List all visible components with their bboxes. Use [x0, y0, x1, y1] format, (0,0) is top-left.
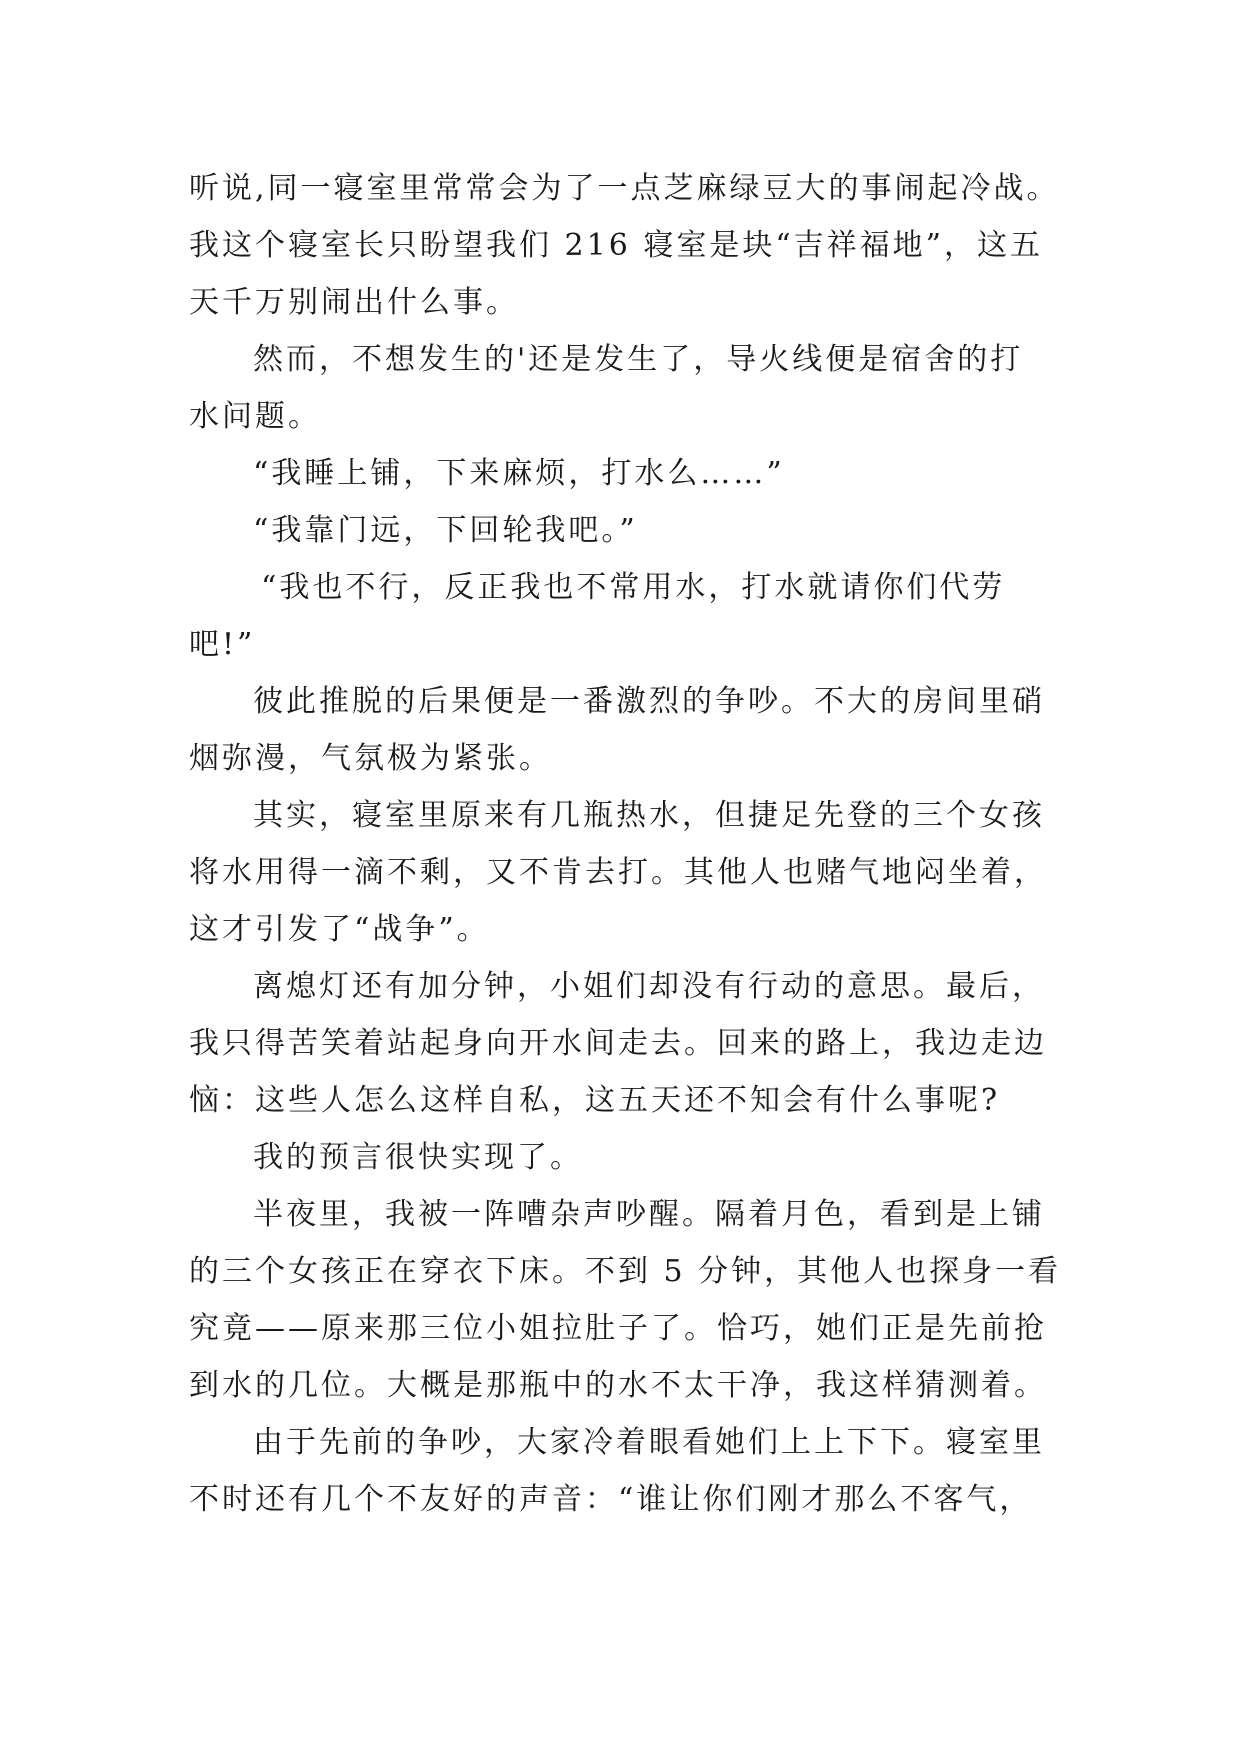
text-line: 离熄灯还有加分钟，小姐们却没有行动的意思。最后，: [253, 969, 1045, 1004]
text-line: 由于先前的争吵，大家冷着眼看她们上上下下。寝室里: [253, 1425, 1045, 1460]
text-line: 不时还有几个不友好的声音：“谁让你们刚才那么不客气，: [189, 1482, 1033, 1517]
text-line: 我的预言很快实现了。: [253, 1140, 583, 1175]
text-line: 彼此推脱的后果便是一番激烈的争吵。不大的房间里硝: [253, 684, 1045, 719]
text-line: 水问题。: [189, 399, 321, 434]
text-line: 将水用得一滴不剩，又不肯去打。其他人也赌气地闷坐着，: [189, 855, 1047, 890]
text-line: 这才引发了“战争”。: [189, 912, 490, 947]
body-text: [189, 160, 1089, 1528]
text-line: 的三个女孩正在穿衣下床。不到 5 分钟，其他人也探身一看: [189, 1254, 1062, 1289]
text-line: 听说,同一寝室里常常会为了一点芝麻绿豆大的事闹起冷战。: [189, 171, 1060, 206]
text-line: 烟弥漫，气氛极为紧张。: [189, 741, 552, 776]
text-line: “我靠门远，下回轮我吧。”: [253, 513, 638, 548]
text-line: “我也不行，反正我也不常用水，打水就请你们代劳: [261, 570, 1006, 605]
text-line: 吧!”: [189, 627, 256, 662]
text-line: “我睡上铺，下来麻烦，打水么……”: [253, 456, 785, 491]
text-line: 我这个寝室长只盼望我们 216 寝室是块“吉祥福地”，这五: [189, 228, 1044, 263]
text-line: 其实，寝室里原来有几瓶热水，但捷足先登的三个女孩: [253, 798, 1045, 833]
text-line: 天千万别闹出什么事。: [189, 285, 519, 320]
text-line: 我只得苦笑着站起身向开水间走去。回来的路上，我边走边: [189, 1026, 1047, 1061]
text-line: 然而，不想发生的'还是发生了，导火线便是宿舍的打: [253, 342, 1024, 377]
text-line: 恼：这些人怎么这样自私，这五天还不知会有什么事呢?: [189, 1083, 1001, 1118]
text-line: 到水的几位。大概是那瓶中的水不太干净，我这样猜测着。: [189, 1368, 1047, 1403]
text-line: 半夜里，我被一阵嘈杂声吵醒。隔着月色，看到是上铺: [253, 1197, 1045, 1232]
text-line: 究竟——原来那三位小姐拉肚子了。恰巧，她们正是先前抢: [189, 1311, 1047, 1346]
